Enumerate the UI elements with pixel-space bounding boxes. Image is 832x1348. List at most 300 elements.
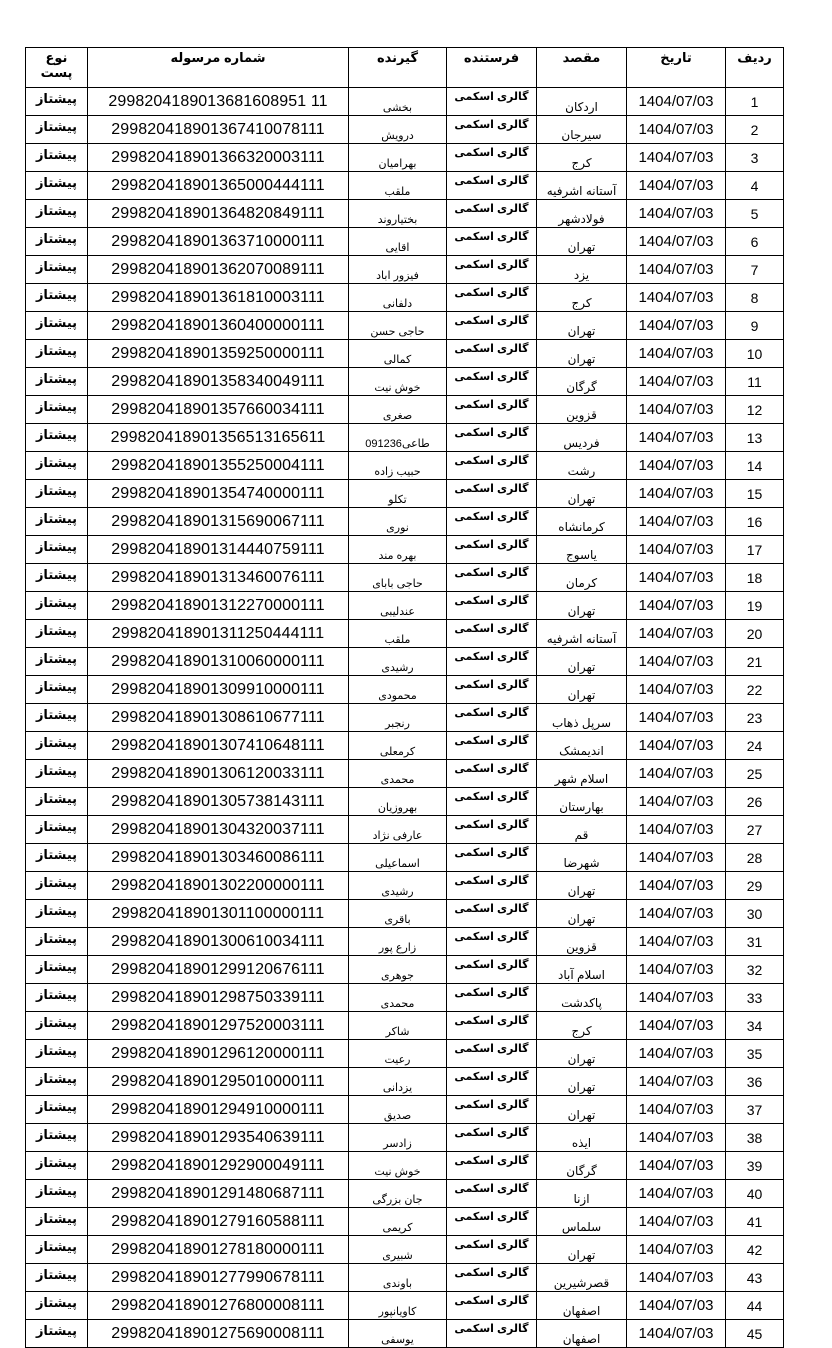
cell-date: 1404/07/03	[627, 340, 726, 368]
cell-sender: گالری اسکمی	[447, 592, 537, 620]
cell-sender: گالری اسکمی	[447, 900, 537, 928]
cell-destination: سلماس	[537, 1208, 627, 1236]
cell-date: 1404/07/03	[627, 144, 726, 172]
table-row	[26, 536, 784, 564]
cell-receiver: خوش نیت	[349, 1152, 447, 1180]
cell-tracking-number: 299820418901279160588111	[88, 1208, 349, 1236]
cell-receiver: جوهری	[349, 956, 447, 984]
cell-post-type: پیشتاز	[26, 1040, 88, 1068]
cell-tracking-number: 299820418901302200000111	[88, 872, 349, 900]
cell-destination: اصفهان	[537, 1320, 627, 1348]
cell-sender: گالری اسکمی	[447, 536, 537, 564]
cell-receiver: زادسر	[349, 1124, 447, 1152]
cell-destination: تهران	[537, 592, 627, 620]
cell-receiver: یزدانی	[349, 1068, 447, 1096]
table-row	[26, 956, 784, 984]
cell-sender: گالری اسکمی	[447, 1040, 537, 1068]
cell-sender: گالری اسکمی	[447, 872, 537, 900]
cell-tracking-number: 299820418901309910000111	[88, 676, 349, 704]
cell-date: 1404/07/03	[627, 648, 726, 676]
cell-post-type: پیشتاز	[26, 284, 88, 312]
cell-destination: پاکدشت	[537, 984, 627, 1012]
header-row	[26, 48, 784, 88]
cell-post-type: پیشتاز	[26, 1320, 88, 1348]
cell-row-number: 15	[726, 480, 784, 508]
cell-destination: تهران	[537, 340, 627, 368]
table-row	[26, 1012, 784, 1040]
cell-row-number: 25	[726, 760, 784, 788]
cell-post-type: پیشتاز	[26, 116, 88, 144]
cell-destination: قصرشیرین	[537, 1264, 627, 1292]
cell-post-type: پیشتاز	[26, 648, 88, 676]
cell-destination: تهران	[537, 648, 627, 676]
cell-row-number: 43	[726, 1264, 784, 1292]
cell-date: 1404/07/03	[627, 424, 726, 452]
cell-destination: تهران	[537, 228, 627, 256]
cell-receiver: کمالی	[349, 340, 447, 368]
cell-tracking-number: 2998204189013681608951 11	[88, 88, 349, 116]
cell-sender: گالری اسکمی	[447, 256, 537, 284]
table-row	[26, 228, 784, 256]
cell-post-type: پیشتاز	[26, 564, 88, 592]
cell-tracking-number: 299820418901359250000111	[88, 340, 349, 368]
cell-destination: کرج	[537, 284, 627, 312]
cell-post-type: پیشتاز	[26, 508, 88, 536]
cell-receiver: خوش نیت	[349, 368, 447, 396]
cell-destination: فردیس	[537, 424, 627, 452]
cell-date: 1404/07/03	[627, 228, 726, 256]
cell-tracking-number: 299820418901299120676111	[88, 956, 349, 984]
cell-destination: تهران	[537, 900, 627, 928]
table-row	[26, 144, 784, 172]
cell-row-number: 34	[726, 1012, 784, 1040]
cell-post-type: پیشتاز	[26, 676, 88, 704]
cell-destination: یاسوج	[537, 536, 627, 564]
cell-row-number: 24	[726, 732, 784, 760]
cell-receiver: شبیری	[349, 1236, 447, 1264]
cell-post-type: پیشتاز	[26, 984, 88, 1012]
cell-sender: گالری اسکمی	[447, 1152, 537, 1180]
cell-destination: اسلام آباد	[537, 956, 627, 984]
cell-receiver: جان بزرگی	[349, 1180, 447, 1208]
table-row	[26, 1180, 784, 1208]
cell-date: 1404/07/03	[627, 816, 726, 844]
cell-date: 1404/07/03	[627, 368, 726, 396]
cell-destination: سیرجان	[537, 116, 627, 144]
table-row	[26, 620, 784, 648]
cell-destination: اصفهان	[537, 1292, 627, 1320]
cell-sender: گالری اسکمی	[447, 676, 537, 704]
cell-receiver: رنجبر	[349, 704, 447, 732]
table-row	[26, 1040, 784, 1068]
cell-row-number: 40	[726, 1180, 784, 1208]
cell-post-type: پیشتاز	[26, 760, 88, 788]
table-row	[26, 1096, 784, 1124]
table-row	[26, 816, 784, 844]
cell-row-number: 4	[726, 172, 784, 200]
cell-row-number: 17	[726, 536, 784, 564]
cell-receiver: اقایی	[349, 228, 447, 256]
table-row	[26, 368, 784, 396]
cell-destination: کرج	[537, 144, 627, 172]
cell-sender: گالری اسکمی	[447, 1320, 537, 1348]
cell-post-type: پیشتاز	[26, 340, 88, 368]
cell-row-number: 19	[726, 592, 784, 620]
cell-receiver: ملقب	[349, 620, 447, 648]
cell-tracking-number: 299820418901357660034111	[88, 396, 349, 424]
cell-tracking-number: 299820418901297520003111	[88, 1012, 349, 1040]
cell-tracking-number: 299820418901354740000111	[88, 480, 349, 508]
cell-receiver: زارع پور	[349, 928, 447, 956]
cell-receiver: حاجی حسن	[349, 312, 447, 340]
cell-sender: گالری اسکمی	[447, 1208, 537, 1236]
cell-sender: گالری اسکمی	[447, 312, 537, 340]
cell-tracking-number: 299820418901305738143111	[88, 788, 349, 816]
cell-tracking-number: 299820418901365000444111	[88, 172, 349, 200]
cell-row-number: 16	[726, 508, 784, 536]
cell-post-type: پیشتاز	[26, 424, 88, 452]
cell-row-number: 42	[726, 1236, 784, 1264]
cell-date: 1404/07/03	[627, 900, 726, 928]
cell-post-type: پیشتاز	[26, 1236, 88, 1264]
cell-row-number: 1	[726, 88, 784, 116]
cell-post-type: پیشتاز	[26, 1264, 88, 1292]
cell-destination: تهران	[537, 312, 627, 340]
cell-sender: گالری اسکمی	[447, 368, 537, 396]
table-row	[26, 452, 784, 480]
cell-row-number: 22	[726, 676, 784, 704]
cell-date: 1404/07/03	[627, 1012, 726, 1040]
cell-tracking-number: 299820418901314440759111	[88, 536, 349, 564]
cell-row-number: 18	[726, 564, 784, 592]
table-row	[26, 984, 784, 1012]
cell-date: 1404/07/03	[627, 1152, 726, 1180]
cell-post-type: پیشتاز	[26, 1208, 88, 1236]
table-row	[26, 676, 784, 704]
cell-destination: قزوین	[537, 396, 627, 424]
cell-destination: اندیمشک	[537, 732, 627, 760]
cell-tracking-number: 299820418901315690067111	[88, 508, 349, 536]
cell-destination: گرگان	[537, 1152, 627, 1180]
cell-receiver: بختیاروند	[349, 200, 447, 228]
cell-row-number: 7	[726, 256, 784, 284]
cell-date: 1404/07/03	[627, 1264, 726, 1292]
cell-tracking-number: 299820418901308610677111	[88, 704, 349, 732]
cell-date: 1404/07/03	[627, 116, 726, 144]
table-row	[26, 508, 784, 536]
cell-row-number: 37	[726, 1096, 784, 1124]
cell-row-number: 13	[726, 424, 784, 452]
table-row	[26, 648, 784, 676]
table-row	[26, 564, 784, 592]
cell-tracking-number: 299820418901358340049111	[88, 368, 349, 396]
cell-row-number: 30	[726, 900, 784, 928]
cell-destination: تهران	[537, 676, 627, 704]
cell-tracking-number: 299820418901306120033111	[88, 760, 349, 788]
cell-date: 1404/07/03	[627, 1068, 726, 1096]
cell-receiver: بهره مند	[349, 536, 447, 564]
cell-tracking-number: 299820418901293540639111	[88, 1124, 349, 1152]
cell-date: 1404/07/03	[627, 704, 726, 732]
cell-receiver: صدیق	[349, 1096, 447, 1124]
cell-receiver: محمدی	[349, 760, 447, 788]
cell-destination: آستانه اشرفیه	[537, 172, 627, 200]
cell-row-number: 5	[726, 200, 784, 228]
cell-sender: گالری اسکمی	[447, 788, 537, 816]
cell-tracking-number: 299820418901278180000111	[88, 1236, 349, 1264]
cell-receiver: رشیدی	[349, 648, 447, 676]
cell-post-type: پیشتاز	[26, 900, 88, 928]
cell-sender: گالری اسکمی	[447, 144, 537, 172]
table-row	[26, 312, 784, 340]
cell-post-type: پیشتاز	[26, 312, 88, 340]
table-row	[26, 872, 784, 900]
cell-destination: ایذه	[537, 1124, 627, 1152]
table-row	[26, 284, 784, 312]
cell-sender: گالری اسکمی	[447, 564, 537, 592]
cell-receiver: نوری	[349, 508, 447, 536]
cell-receiver: کاویانپور	[349, 1292, 447, 1320]
cell-receiver: باوندی	[349, 1264, 447, 1292]
cell-sender: گالری اسکمی	[447, 452, 537, 480]
cell-sender: گالری اسکمی	[447, 228, 537, 256]
cell-tracking-number: 299820418901307410648111	[88, 732, 349, 760]
cell-date: 1404/07/03	[627, 1292, 726, 1320]
header-receiver: گیرنده	[349, 48, 447, 88]
cell-destination: کرمان	[537, 564, 627, 592]
cell-receiver: کرمعلی	[349, 732, 447, 760]
cell-destination: ازنا	[537, 1180, 627, 1208]
cell-receiver: فیزور اباد	[349, 256, 447, 284]
cell-sender: گالری اسکمی	[447, 1068, 537, 1096]
cell-row-number: 12	[726, 396, 784, 424]
cell-sender: گالری اسکمی	[447, 424, 537, 452]
cell-post-type: پیشتاز	[26, 1152, 88, 1180]
cell-date: 1404/07/03	[627, 1236, 726, 1264]
cell-date: 1404/07/03	[627, 760, 726, 788]
cell-receiver: عارفی نژاد	[349, 816, 447, 844]
table-row	[26, 704, 784, 732]
header-row-number: ردیف	[726, 48, 784, 88]
table-row	[26, 900, 784, 928]
cell-row-number: 41	[726, 1208, 784, 1236]
cell-row-number: 9	[726, 312, 784, 340]
cell-destination: رشت	[537, 452, 627, 480]
cell-sender: گالری اسکمی	[447, 956, 537, 984]
cell-tracking-number: 299820418901304320037111	[88, 816, 349, 844]
table-row	[26, 1124, 784, 1152]
cell-post-type: پیشتاز	[26, 1012, 88, 1040]
cell-tracking-number: 299820418901303460086111	[88, 844, 349, 872]
cell-receiver: ملقب	[349, 172, 447, 200]
table-row	[26, 592, 784, 620]
table-row	[26, 1320, 784, 1348]
table-row	[26, 256, 784, 284]
cell-post-type: پیشتاز	[26, 620, 88, 648]
cell-date: 1404/07/03	[627, 172, 726, 200]
cell-tracking-number: 299820418901363710000111	[88, 228, 349, 256]
cell-row-number: 23	[726, 704, 784, 732]
cell-row-number: 11	[726, 368, 784, 396]
cell-destination: کرج	[537, 1012, 627, 1040]
cell-tracking-number: 299820418901300610034111	[88, 928, 349, 956]
table-row	[26, 1068, 784, 1096]
cell-date: 1404/07/03	[627, 312, 726, 340]
cell-row-number: 33	[726, 984, 784, 1012]
cell-sender: گالری اسکمی	[447, 704, 537, 732]
cell-date: 1404/07/03	[627, 1040, 726, 1068]
cell-receiver: کریمی	[349, 1208, 447, 1236]
cell-post-type: پیشتاز	[26, 592, 88, 620]
cell-sender: گالری اسکمی	[447, 508, 537, 536]
cell-receiver: دلفانی	[349, 284, 447, 312]
cell-tracking-number: 299820418901296120000111	[88, 1040, 349, 1068]
cell-destination: تهران	[537, 1068, 627, 1096]
cell-sender: گالری اسکمی	[447, 732, 537, 760]
cell-destination: اردکان	[537, 88, 627, 116]
cell-receiver: باقری	[349, 900, 447, 928]
cell-destination: تهران	[537, 1236, 627, 1264]
cell-date: 1404/07/03	[627, 620, 726, 648]
cell-post-type: پیشتاز	[26, 1096, 88, 1124]
cell-destination: شهرضا	[537, 844, 627, 872]
cell-receiver: تکلو	[349, 480, 447, 508]
table-row	[26, 1208, 784, 1236]
header-date: تاریخ	[627, 48, 726, 88]
cell-row-number: 44	[726, 1292, 784, 1320]
cell-date: 1404/07/03	[627, 1320, 726, 1348]
shipment-sheet	[25, 47, 783, 1348]
cell-date: 1404/07/03	[627, 396, 726, 424]
cell-tracking-number: 299820418901276800008111	[88, 1292, 349, 1320]
cell-destination: قم	[537, 816, 627, 844]
cell-post-type: پیشتاز	[26, 816, 88, 844]
cell-sender: گالری اسکمی	[447, 1012, 537, 1040]
cell-receiver: شاکر	[349, 1012, 447, 1040]
table-row	[26, 928, 784, 956]
cell-row-number: 32	[726, 956, 784, 984]
cell-date: 1404/07/03	[627, 788, 726, 816]
cell-receiver: یوسفی	[349, 1320, 447, 1348]
cell-destination: کرمانشاه	[537, 508, 627, 536]
cell-date: 1404/07/03	[627, 956, 726, 984]
cell-row-number: 3	[726, 144, 784, 172]
cell-sender: گالری اسکمی	[447, 620, 537, 648]
cell-receiver: رعیت	[349, 1040, 447, 1068]
cell-post-type: پیشتاز	[26, 788, 88, 816]
cell-tracking-number: 299820418901361810003111	[88, 284, 349, 312]
cell-date: 1404/07/03	[627, 536, 726, 564]
cell-post-type: پیشتاز	[26, 88, 88, 116]
cell-receiver: حبیب زاده	[349, 452, 447, 480]
cell-date: 1404/07/03	[627, 256, 726, 284]
cell-receiver: عندلیبی	[349, 592, 447, 620]
table-row	[26, 788, 784, 816]
cell-row-number: 31	[726, 928, 784, 956]
cell-destination: فولادشهر	[537, 200, 627, 228]
cell-row-number: 38	[726, 1124, 784, 1152]
cell-post-type: پیشتاز	[26, 256, 88, 284]
cell-sender: گالری اسکمی	[447, 1264, 537, 1292]
cell-sender: گالری اسکمی	[447, 1096, 537, 1124]
cell-row-number: 6	[726, 228, 784, 256]
cell-sender: گالری اسکمی	[447, 1236, 537, 1264]
cell-post-type: پیشتاز	[26, 452, 88, 480]
cell-tracking-number: 299820418901295010000111	[88, 1068, 349, 1096]
cell-receiver: صغری	[349, 396, 447, 424]
cell-destination: یزد	[537, 256, 627, 284]
cell-tracking-number: 299820418901310060000111	[88, 648, 349, 676]
cell-post-type: پیشتاز	[26, 732, 88, 760]
table-row	[26, 396, 784, 424]
cell-tracking-number: 299820418901294910000111	[88, 1096, 349, 1124]
cell-destination: گرگان	[537, 368, 627, 396]
cell-tracking-number: 299820418901355250004111	[88, 452, 349, 480]
cell-tracking-number: 299820418901367410078111	[88, 116, 349, 144]
cell-post-type: پیشتاز	[26, 956, 88, 984]
shipment-table	[25, 47, 784, 1348]
cell-row-number: 21	[726, 648, 784, 676]
cell-sender: گالری اسکمی	[447, 1124, 537, 1152]
cell-sender: گالری اسکمی	[447, 396, 537, 424]
cell-sender: گالری اسکمی	[447, 1292, 537, 1320]
table-row	[26, 200, 784, 228]
cell-sender: گالری اسکمی	[447, 172, 537, 200]
table-row	[26, 88, 784, 116]
cell-sender: گالری اسکمی	[447, 340, 537, 368]
cell-post-type: پیشتاز	[26, 844, 88, 872]
cell-date: 1404/07/03	[627, 564, 726, 592]
cell-sender: گالری اسکمی	[447, 88, 537, 116]
cell-tracking-number: 299820418901362070089111	[88, 256, 349, 284]
table-row	[26, 172, 784, 200]
cell-receiver: محمدی	[349, 984, 447, 1012]
cell-post-type: پیشتاز	[26, 396, 88, 424]
cell-tracking-number: 299820418901360400000111	[88, 312, 349, 340]
table-row	[26, 116, 784, 144]
cell-destination: بهارستان	[537, 788, 627, 816]
header-post-type: نوع پست	[26, 48, 88, 88]
cell-date: 1404/07/03	[627, 1096, 726, 1124]
cell-post-type: پیشتاز	[26, 704, 88, 732]
cell-receiver: درویش	[349, 116, 447, 144]
cell-post-type: پیشتاز	[26, 536, 88, 564]
cell-post-type: پیشتاز	[26, 1124, 88, 1152]
cell-date: 1404/07/03	[627, 732, 726, 760]
cell-post-type: پیشتاز	[26, 872, 88, 900]
cell-row-number: 2	[726, 116, 784, 144]
cell-post-type: پیشتاز	[26, 1180, 88, 1208]
table-row	[26, 732, 784, 760]
cell-row-number: 35	[726, 1040, 784, 1068]
cell-tracking-number: 299820418901313460076111	[88, 564, 349, 592]
cell-row-number: 20	[726, 620, 784, 648]
table-row	[26, 760, 784, 788]
cell-post-type: پیشتاز	[26, 144, 88, 172]
cell-row-number: 28	[726, 844, 784, 872]
cell-tracking-number: 299820418901275690008111	[88, 1320, 349, 1348]
cell-date: 1404/07/03	[627, 1180, 726, 1208]
cell-row-number: 27	[726, 816, 784, 844]
cell-sender: گالری اسکمی	[447, 116, 537, 144]
table-row	[26, 1264, 784, 1292]
cell-row-number: 10	[726, 340, 784, 368]
table-row	[26, 1236, 784, 1264]
table-row	[26, 1152, 784, 1180]
cell-receiver: بهروزیان	[349, 788, 447, 816]
cell-date: 1404/07/03	[627, 284, 726, 312]
cell-sender: گالری اسکمی	[447, 648, 537, 676]
